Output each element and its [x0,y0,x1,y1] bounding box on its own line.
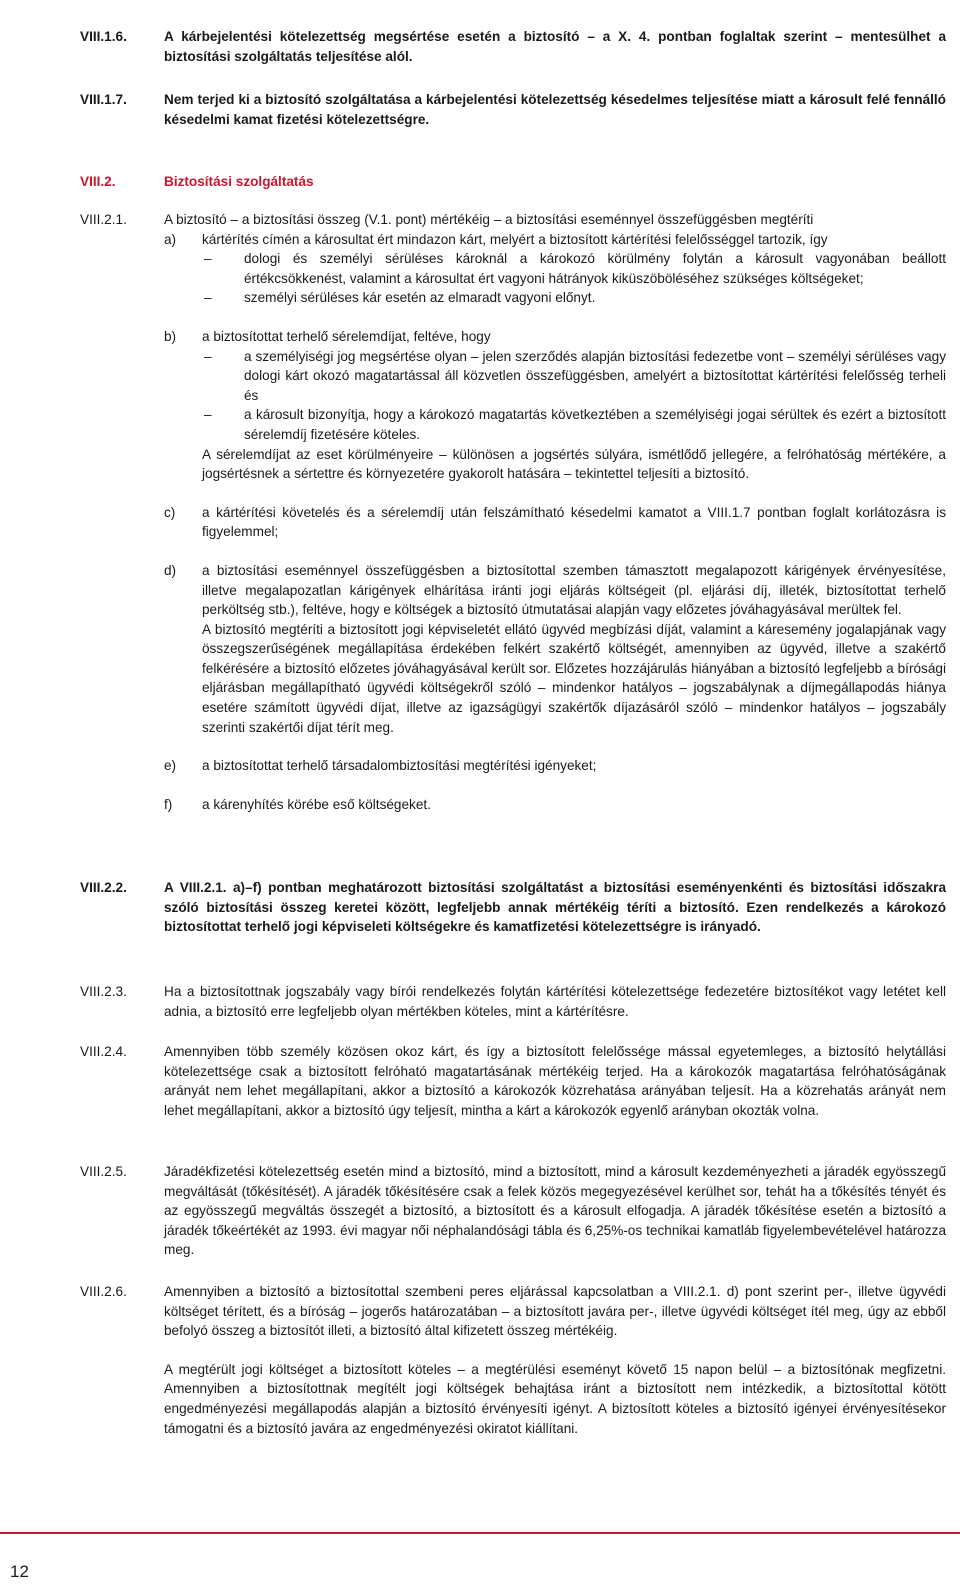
item-paragraph: A sérelemdíjat az eset körülményeire – különösen a jogsértés súlyára, ismétlődő jellegére, a felróhatóság mértékére, a jogsértésnek a sértettre és környezetére gyakorolt hatására – tekintettel teljesíti a biztosító. [202,446,946,482]
section-text: A VIII.2.1. a)–f) pontban meghatározott biztosítási szolgáltatást a biztosítási eseményenkénti és biztosítási időszakra szóló biztosítási összeg keretei között, legfeljebb annak mértékéig téríti a biztosító. Ezen rendelkezés a károkozó biztosítottat terhelő jogi képviseleti költségekre és kamatfizetési kötelezettségre is irányadó. [164,880,946,935]
dash-text: a személyiségi jog megsértése olyan – jelen szerződés alapján biztosítási fedezetbe vont – személyi sérüléses vagy dologi kárt okozó magatartással áll közvetlen összefüggésben, amelyért a biztosítottat kártérítési felelősség terheli és [244,348,946,403]
item-text: a biztosítási eseménnyel összefüggésben a biztosítottal szemben támasztott megalapozott kárigények érvényesítése, illetve megalapozatlan kárigények elhárítása iránti jogi eljárás költségeit (pl. eljárási díj, illeték, biztosítottat terhelő perköltség stb.), feltéve, hogy e költségek a biztosító útmutatásai alapján vagy előzetes jóváhagyásával merültek fel. [202,562,946,618]
dash-text: személyi sérüléses kár esetén az elmaradt vagyoni előnyt. [244,290,596,306]
footer-rule [0,1532,960,1534]
section-heading-8-2 [80,172,946,192]
list-item-e [164,756,946,776]
section-text: Ha a biztosítottnak jogszabály vagy bírói rendelkezés folytán kártérítési kötelezettsége fedezetére biztosítékot vagy letétet kell adnia, a biztosító erre legfeljebb olyan mértékben köteles, mint a kártérítésre. [164,984,946,1019]
section-2-4 [80,1042,946,1120]
dash-text: a károsult bizonyítja, hogy a károkozó magatartás következtében a személyiségi jogai sérültek és ezért a biztosított sérelemdíj fizetésére köteles. [244,407,946,442]
item-label: f) [164,796,173,812]
section-number: VIII.1.6. [80,29,127,44]
page-number: 12 [10,1562,29,1581]
section-1-7 [80,90,946,129]
item-label: a) [164,231,177,247]
section-text: A kárbejelentési kötelezettség megsértése esetén a biztosító – a X. 4. pontban foglaltak szerint – mentesülhet a biztosítási szolgáltatás teljesítése alól. [164,29,946,64]
dash-marker: – [204,348,212,364]
section-1-6 [80,27,946,66]
list-item-f [164,795,946,815]
section-text: Nem terjed ki a biztosító szolgáltatása a kárbejelentési kötelezettség késedelmes teljesítése miatt a károsult felé fennálló késedelmi kamat fizetési kötelezettségre. [164,92,946,127]
item-text: kártérítés címén a károsultat ért mindazon kárt, melyért a biztosított kártérítési felelősséggel tartozik, így [202,231,828,247]
section-2-1 [80,210,946,814]
item-label: e) [164,758,177,774]
item-text: a biztosítottat terhelő sérelemdíjat, feltéve, hogy [202,328,491,344]
item-text: a kárenyhítés körébe eső költségeket. [202,796,431,812]
section-text: Amennyiben a biztosító a biztosítottal szembeni peres eljárással kapcsolatban a VIII.2.1. d) pont szerint per-, illetve ügyvédi költséget térített, és a bíróság – jogerős határozatában – a biztosított javára per-, illetve ügyvédi költséget ítél meg, úgy az ebből befolyó összeg a biztosítót illeti, a biztosító által kifizetett összeg mértékéig. [164,1284,946,1339]
dash-text: dologi és személyi sérüléses károknál a károkozó körülmény folytán a károsult vagyonában beállott értékcsökkenést, valamint a károsultat ért vagyoni hátrányok kiküszöböléséhez szükséges költségeket; [244,251,946,286]
section-text-continued: A megtérült jogi költséget a biztosított köteles – a megtérülési eseményt követő 15 napon belül – a biztosítónak megfizetni. Amennyiben a biztosítottnak megítélt jogi költségek behajtása iránt a biztosított nem intézkedik, a biztosítottal kötött engedményezési megállapodás alapján a biztosító érvényesíti igényt. A biztosított köteles a biztosító igényei érvényesítésekor támogatni és a biztosító javára az engedményezési okiratot kiállítani. [164,1361,946,1436]
item-paragraph: A biztosító megtéríti a biztosított jogi képviseletét ellátó ügyvéd megbízási díját, valamint a káresemény jogalapjának vagy összegszerűségének megállapítása érdekében felkért szakértő költségét, amennyiben az ügyvéd, illetve a szakértő felkérésére a biztosító előzetes jóváhagyásával került sor. Előzetes hozzájárulás hiányában a biztosító legfeljebb a bírósági eljárásban megállapítható ügyvédi költségekről szóló – mindenkor hatályos – jogszabálynak a díjmegállapodás hiánya esetére számított ügyvédi díjat, illetve az igazságügyi szakértők díjazásáról szóló – mindenkor hatályos – jogszabály szerinti szakértői díjat térít meg. [202,621,946,735]
list-item-d [164,561,946,737]
item-label: d) [164,562,177,578]
dash-marker: – [204,290,212,306]
section-number: VIII.2.5. [80,1164,127,1179]
dash-marker: – [204,251,212,267]
list-item-a [164,230,946,308]
section-intro: A biztosító – a biztosítási összeg (V.1. pont) mértékéig – a biztosítási eseménnyel összefüggésben megtéríti [164,212,814,227]
section-text: Járadékfizetési kötelezettség esetén mind a biztosító, mind a biztosított, mind a károsult kezdeményezheti a járadék egyösszegű megváltását (tőkésítését). A járadék tőkésítésére csak a felek közös megegyezésével kerülhet sor, tehát ha a tőkésítés tényét és az egyösszegű megváltás összegét a biztosító, a biztosított és a károsult elfogadja. A járadék tőkésítése esetén a biztosító a járadék tőkeértékét az 1993. évi magyar női néphalandósági tábla és 6,25%-os technikai kamatláb figyelembevételével határozza meg. [164,1164,946,1258]
section-number: VIII.2.4. [80,1044,127,1059]
heading-number: VIII.2. [80,174,116,189]
section-number: VIII.2.6. [80,1284,127,1299]
section-number: VIII.1.7. [80,92,127,107]
item-label: b) [164,328,177,344]
item-text: a biztosítottat terhelő társadalombiztosítási megtérítési igényeket; [202,758,597,774]
heading-title: Biztosítási szolgáltatás [164,174,314,189]
list-item-c [164,503,946,542]
list-item-b [164,327,946,484]
section-2-2 [80,878,946,937]
section-number: VIII.2.1. [80,212,127,227]
dash-marker: – [204,407,212,423]
section-number: VIII.2.3. [80,984,127,999]
section-2-6 [80,1282,946,1438]
item-text: a kártérítési követelés és a sérelemdíj után felszámítható késedelmi kamatot a VIII.1.7 pontban foglalt korlátozásra is figyelemmel; [202,504,946,540]
section-number: VIII.2.2. [80,880,127,895]
section-2-3 [80,982,946,1021]
section-text: Amennyiben több személy közösen okoz kárt, és így a biztosított felelőssége mással egyetemleges, a biztosító helytállási kötelezettsége csak a biztosított felróható magatartásának mértékéig terjed. Ha a károkozók magatartása felróhatóságának arányát nem lehet megállapítani, akkor a biztosító a károkozók közrehatása arányában teljesít. Ha a közrehatás arányát nem lehet megállapítani, akkor a biztosító úgy teljesít, mintha a kárt a károkozók egyenlő arányban okozták volna. [164,1044,946,1118]
section-2-5 [80,1162,946,1260]
item-label: c) [164,504,176,520]
